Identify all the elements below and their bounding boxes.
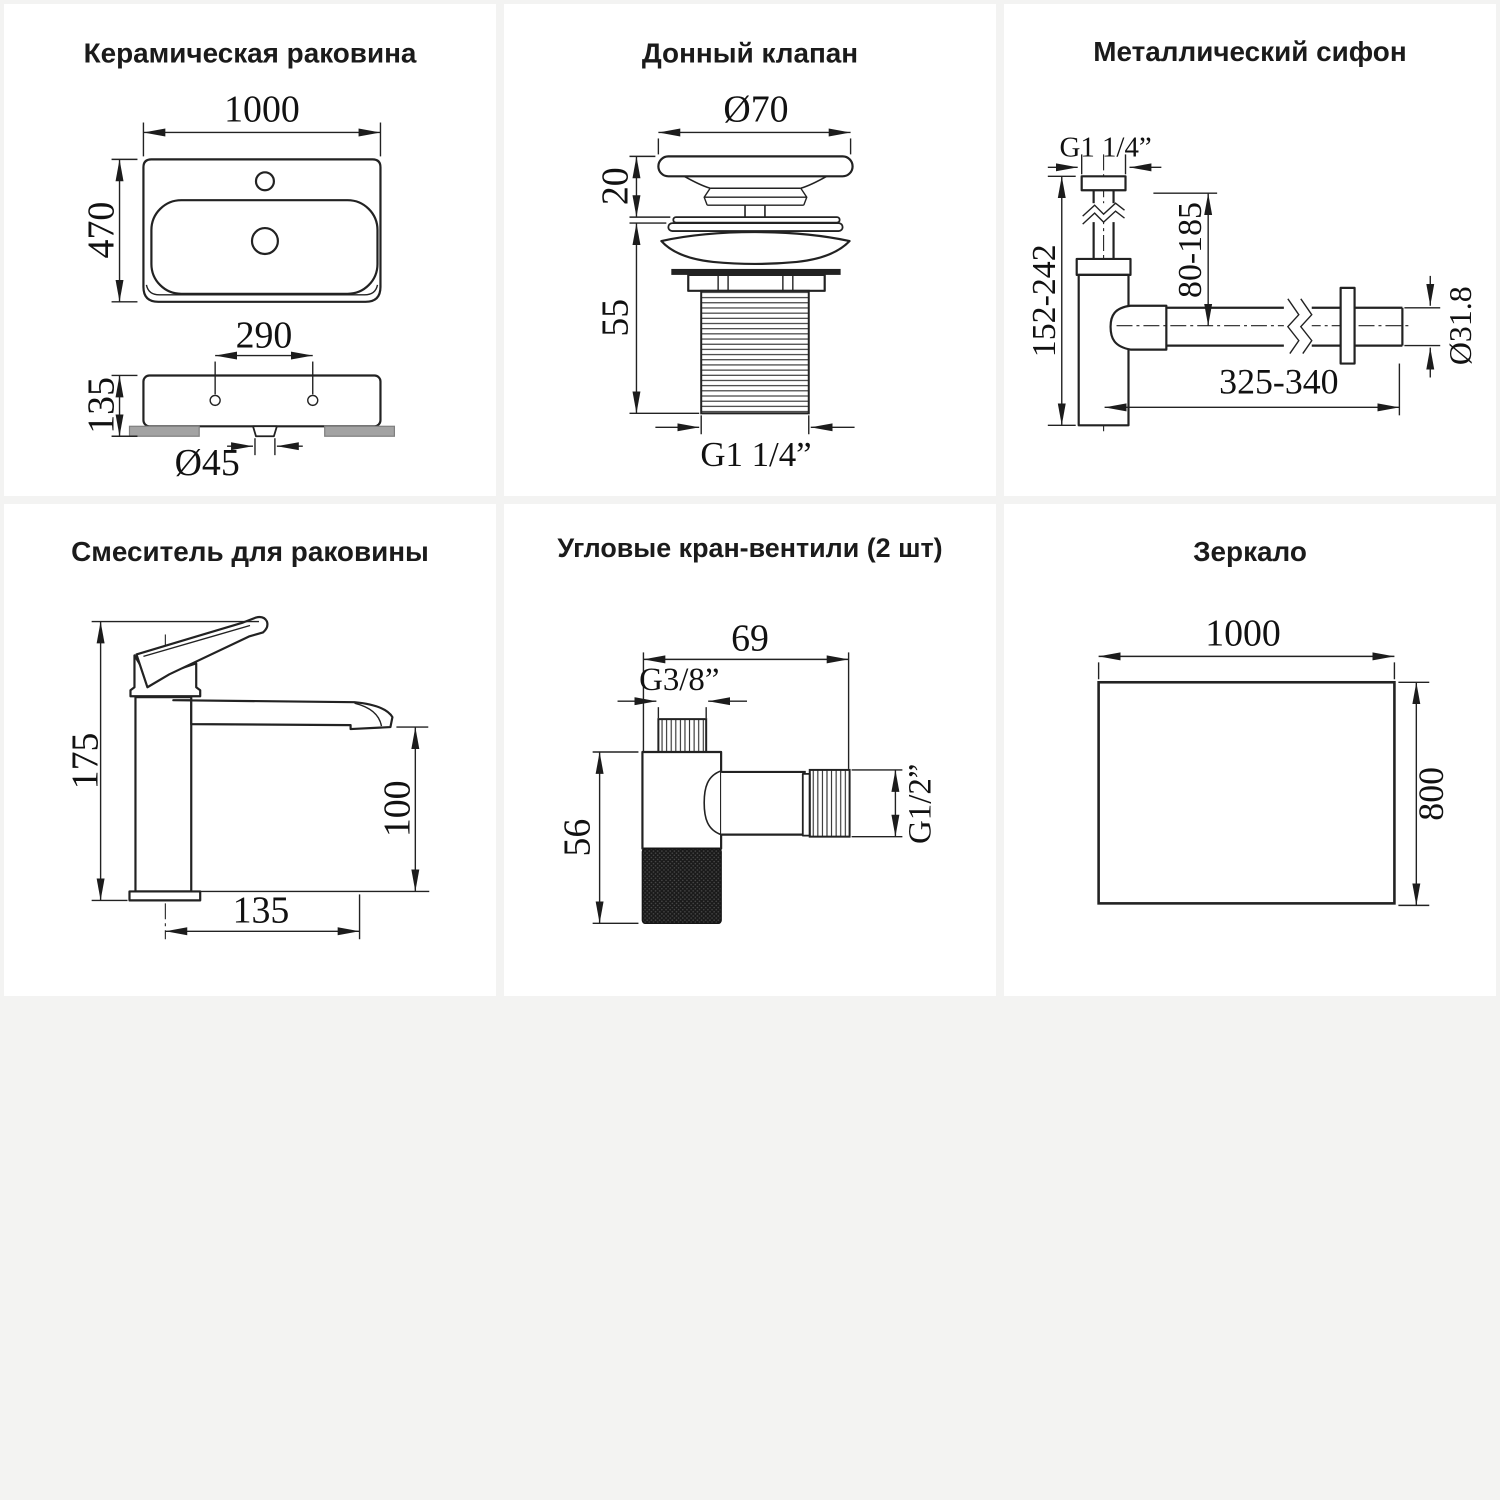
- mixer-dim-reach: 135: [232, 889, 290, 932]
- drain-valve-drawing: [504, 4, 996, 496]
- sink-dim-holes: 290: [235, 314, 293, 357]
- sink-title: Керамическая раковина: [83, 37, 417, 69]
- mirror-body: [1099, 682, 1395, 903]
- card-drain-valve: [504, 4, 996, 496]
- card-mirror: [1004, 504, 1496, 996]
- valve-dim-diameter: Ø70: [723, 88, 789, 131]
- sink-dim-drain: Ø45: [174, 442, 240, 485]
- angle-valve-drawing: [504, 504, 996, 996]
- valve-dim-cap: 20: [594, 167, 637, 206]
- mirror-drawing: [1004, 504, 1496, 996]
- card-siphon: [1004, 4, 1496, 496]
- card-sink: [4, 4, 496, 496]
- siphon-dim-length: 325-340: [1219, 361, 1339, 402]
- siphon-title: Металлический сифон: [1093, 35, 1407, 67]
- sink-dim-depth: 470: [80, 201, 123, 259]
- valve-dim-body: 55: [594, 298, 637, 337]
- angle-valve-title: Угловые кран-вентили (2 шт): [557, 532, 943, 563]
- mixer-dim-spout-height: 100: [376, 780, 419, 838]
- angle-dim-outlet-thread: G1/2”: [902, 763, 939, 844]
- angle-valve-outlet-thread: [810, 770, 850, 837]
- mirror-dim-width: 1000: [1205, 612, 1281, 655]
- sink-dim-height: 135: [80, 376, 123, 434]
- mirror-dim-height: 800: [1411, 766, 1452, 821]
- valve-dim-thread: G1 1/4”: [700, 435, 812, 475]
- sink-drawing: [4, 4, 496, 496]
- sink-foot-left: [129, 426, 199, 436]
- card-mixer: [4, 504, 496, 996]
- angle-dim-inlet-thread: G3/8”: [639, 662, 720, 699]
- siphon-dim-pipe: Ø31.8: [1443, 286, 1479, 366]
- mixer-dim-height: 175: [64, 732, 107, 790]
- mixer-title: Смеситель для раковины: [71, 535, 429, 567]
- angle-valve-inlet-thread: [658, 719, 706, 752]
- sink-foot-right: [325, 426, 395, 436]
- angle-valve-knurled-handle: [642, 849, 721, 924]
- drain-valve-title: Донный клапан: [641, 37, 859, 69]
- siphon-dim-height: 152-242: [1025, 244, 1063, 358]
- sink-dim-width: 1000: [224, 88, 300, 131]
- angle-dim-height: 56: [556, 818, 599, 857]
- siphon-dim-inlet: 80-185: [1172, 202, 1210, 298]
- siphon-drawing: [1004, 4, 1496, 496]
- mirror-title: Зеркало: [1193, 535, 1307, 567]
- card-angle-valve: [504, 504, 996, 996]
- mixer-drawing: [4, 504, 496, 996]
- angle-dim-length: 69: [731, 617, 769, 660]
- valve-thread-body: [701, 291, 809, 414]
- siphon-dim-thread: G1 1/4”: [1059, 131, 1152, 164]
